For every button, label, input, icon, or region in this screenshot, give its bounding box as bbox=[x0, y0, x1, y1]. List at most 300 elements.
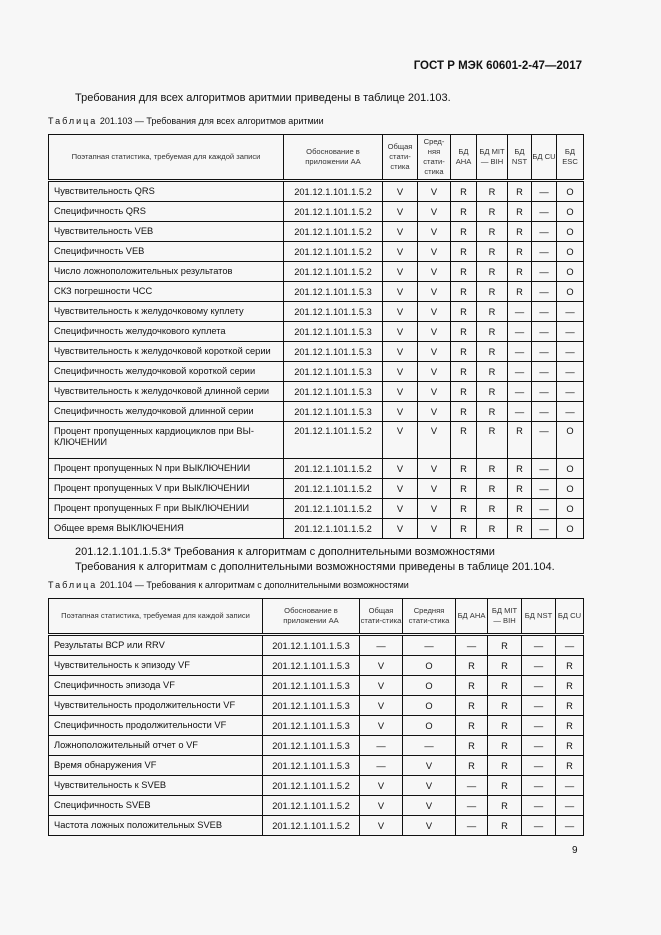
requirement-cell: — bbox=[532, 262, 557, 282]
requirement-cell: — bbox=[522, 716, 556, 736]
col-header-label: БД NST bbox=[511, 147, 528, 166]
requirement-cell: V bbox=[418, 342, 451, 362]
stat-cell: Чувствительность к желудочковому куплету bbox=[49, 302, 284, 322]
requirement-cell: R bbox=[477, 362, 508, 382]
requirement-cell: V bbox=[418, 362, 451, 382]
table-row bbox=[49, 479, 584, 499]
requirement-cell: — bbox=[403, 635, 456, 656]
stat-cell: Время обнаружения VF bbox=[49, 756, 263, 776]
reference-cell: 201.12.1.101.1.5.3 bbox=[263, 736, 360, 756]
reference-cell: 201.12.1.101.1.5.3 bbox=[263, 696, 360, 716]
requirement-cell: R bbox=[456, 656, 488, 676]
requirement-cell: R bbox=[477, 302, 508, 322]
reference-cell: 201.12.1.101.1.5.3 bbox=[284, 362, 383, 382]
requirement-cell: V bbox=[383, 402, 418, 422]
requirement-cell: R bbox=[451, 499, 477, 519]
reference-cell: 201.12.1.101.1.5.2 bbox=[263, 796, 360, 816]
requirement-cell: R bbox=[456, 716, 488, 736]
standard-title: ГОСТ Р МЭК 60601-2-47—2017 bbox=[413, 60, 582, 72]
requirement-cell: V bbox=[418, 322, 451, 342]
requirement-cell: V bbox=[383, 459, 418, 479]
col-header-nst bbox=[522, 599, 556, 635]
table-row bbox=[49, 302, 584, 322]
col-header-aha bbox=[451, 135, 477, 181]
table2-caption-word: Таблица bbox=[48, 580, 98, 590]
requirement-cell: V bbox=[383, 282, 418, 302]
requirement-cell: R bbox=[488, 696, 522, 716]
requirement-cell: V bbox=[383, 322, 418, 342]
requirement-cell: — bbox=[508, 302, 532, 322]
col-header-ref bbox=[284, 135, 383, 181]
requirement-cell: V bbox=[418, 181, 451, 202]
reference-cell: 201.12.1.101.1.5.2 bbox=[284, 422, 383, 459]
stat-cell: Чувствительность к SVEB bbox=[49, 776, 263, 796]
requirement-cell: O bbox=[557, 262, 584, 282]
requirement-cell: R bbox=[477, 459, 508, 479]
requirement-cell: R bbox=[477, 402, 508, 422]
table-row bbox=[49, 262, 584, 282]
requirement-cell: O bbox=[557, 519, 584, 539]
requirement-cell: O bbox=[557, 181, 584, 202]
requirement-cell: — bbox=[557, 342, 584, 362]
requirement-cell: O bbox=[403, 656, 456, 676]
requirement-cell: R bbox=[508, 479, 532, 499]
reference-cell: 201.12.1.101.1.5.2 bbox=[284, 222, 383, 242]
table-201-104 bbox=[48, 598, 584, 836]
requirement-cell: V bbox=[418, 499, 451, 519]
requirement-cell: — bbox=[532, 342, 557, 362]
stat-cell: Специфичность желудочковой длинной серии bbox=[49, 402, 284, 422]
requirement-cell: R bbox=[477, 181, 508, 202]
col-header-mitbih bbox=[488, 599, 522, 635]
requirement-cell: — bbox=[508, 362, 532, 382]
requirement-cell: V bbox=[403, 756, 456, 776]
reference-cell: 201.12.1.101.1.5.3 bbox=[284, 322, 383, 342]
requirement-cell: — bbox=[522, 756, 556, 776]
col-header-label: Обоснование в приложении АА bbox=[283, 606, 339, 625]
table-row bbox=[49, 676, 584, 696]
stat-cell: Специфичность VEB bbox=[49, 242, 284, 262]
intro-paragraph: Требования для всех алгоритмов аритмии приведены в таблице 201.103. bbox=[75, 92, 451, 104]
table-row bbox=[49, 362, 584, 382]
col-header-label: БД AHA bbox=[457, 611, 486, 620]
col-header-total bbox=[383, 135, 418, 181]
requirement-cell: — bbox=[360, 635, 403, 656]
reference-cell: 201.12.1.101.1.5.3 bbox=[263, 676, 360, 696]
table-row bbox=[49, 202, 584, 222]
col-header-label: Общая стати-стика bbox=[387, 142, 413, 171]
col-header-ref bbox=[263, 599, 360, 635]
reference-cell: 201.12.1.101.1.5.2 bbox=[284, 242, 383, 262]
table-row bbox=[49, 322, 584, 342]
table-row bbox=[49, 382, 584, 402]
requirement-cell: V bbox=[383, 302, 418, 322]
stat-cell: Чувствительность VEB bbox=[49, 222, 284, 242]
requirement-cell: R bbox=[451, 322, 477, 342]
reference-cell: 201.12.1.101.1.5.2 bbox=[263, 776, 360, 796]
requirement-cell: R bbox=[508, 459, 532, 479]
requirement-cell: — bbox=[456, 635, 488, 656]
stat-cell: Чувствительность продолжительности VF bbox=[49, 696, 263, 716]
requirement-cell: — bbox=[522, 635, 556, 656]
table-row bbox=[49, 776, 584, 796]
requirement-cell: R bbox=[451, 519, 477, 539]
requirement-cell: V bbox=[418, 222, 451, 242]
requirement-cell: V bbox=[403, 796, 456, 816]
requirement-cell: V bbox=[418, 242, 451, 262]
requirement-cell: R bbox=[488, 796, 522, 816]
reference-cell: 201.12.1.101.1.5.3 bbox=[284, 282, 383, 302]
requirement-cell: V bbox=[403, 816, 456, 836]
reference-cell: 201.12.1.101.1.5.3 bbox=[284, 342, 383, 362]
requirement-cell: V bbox=[418, 282, 451, 302]
col-header-mitbih bbox=[477, 135, 508, 181]
stat-cell: Специфичность желудочкового куплета bbox=[49, 322, 284, 342]
requirement-cell: R bbox=[508, 519, 532, 539]
requirement-cell: V bbox=[418, 519, 451, 539]
requirement-cell: V bbox=[360, 816, 403, 836]
table1-caption bbox=[48, 116, 324, 126]
stat-cell: Результаты ВСР или RRV bbox=[49, 635, 263, 656]
requirement-cell: R bbox=[477, 242, 508, 262]
stat-cell: Специфичность продолжительности VF bbox=[49, 716, 263, 736]
requirement-cell: — bbox=[508, 342, 532, 362]
requirement-cell: R bbox=[451, 382, 477, 402]
requirement-cell: — bbox=[532, 402, 557, 422]
requirement-cell: — bbox=[532, 181, 557, 202]
requirement-cell: R bbox=[451, 302, 477, 322]
col-header-aha bbox=[456, 599, 488, 635]
requirement-cell: V bbox=[418, 382, 451, 402]
requirement-cell: R bbox=[556, 676, 584, 696]
requirement-cell: R bbox=[477, 499, 508, 519]
col-header-esc bbox=[557, 135, 584, 181]
requirement-cell: R bbox=[451, 242, 477, 262]
col-header-label: БД AHA bbox=[455, 147, 472, 166]
reference-cell: 201.12.1.101.1.5.2 bbox=[263, 816, 360, 836]
requirement-cell: — bbox=[556, 776, 584, 796]
requirement-cell: — bbox=[522, 696, 556, 716]
requirement-cell: V bbox=[418, 422, 451, 459]
requirement-cell: — bbox=[532, 362, 557, 382]
col-header-label: БД NST bbox=[524, 611, 553, 620]
requirement-cell: — bbox=[403, 736, 456, 756]
requirement-cell: V bbox=[403, 776, 456, 796]
requirement-cell: — bbox=[556, 635, 584, 656]
stat-cell: Число ложноположительных результатов bbox=[49, 262, 284, 282]
requirement-cell: R bbox=[556, 716, 584, 736]
requirement-cell: — bbox=[532, 242, 557, 262]
requirement-cell: R bbox=[477, 422, 508, 459]
requirement-cell: V bbox=[418, 202, 451, 222]
table-row bbox=[49, 342, 584, 362]
table-row bbox=[49, 756, 584, 776]
table2-caption-text: 201.104 — Требования к алгоритмам с дополнительными возможностями bbox=[99, 580, 409, 590]
requirement-cell: V bbox=[360, 696, 403, 716]
stat-cell: Специфичность эпизода VF bbox=[49, 676, 263, 696]
requirement-cell: — bbox=[456, 776, 488, 796]
col-header-label: Поэтапная статистика, требуемая для каждой записи bbox=[71, 152, 261, 161]
col-header-label: Обоснование в приложении АА bbox=[305, 147, 361, 166]
requirement-cell: V bbox=[383, 499, 418, 519]
requirement-cell: R bbox=[556, 696, 584, 716]
col-header-label: БД MIT — BIH bbox=[491, 606, 518, 625]
requirement-cell: V bbox=[383, 222, 418, 242]
stat-cell: Частота ложных положительных SVEB bbox=[49, 816, 263, 836]
requirement-cell: R bbox=[508, 282, 532, 302]
col-header-stat bbox=[49, 135, 284, 181]
requirement-cell: V bbox=[360, 796, 403, 816]
reference-cell: 201.12.1.101.1.5.2 bbox=[284, 479, 383, 499]
requirement-cell: V bbox=[383, 242, 418, 262]
requirement-cell: V bbox=[418, 302, 451, 322]
requirement-cell: — bbox=[557, 402, 584, 422]
table2-caption bbox=[48, 580, 409, 590]
requirement-cell: R bbox=[508, 262, 532, 282]
reference-cell: 201.12.1.101.1.5.3 bbox=[263, 756, 360, 776]
requirement-cell: — bbox=[522, 816, 556, 836]
requirement-cell: R bbox=[488, 816, 522, 836]
requirement-cell: V bbox=[418, 262, 451, 282]
requirement-cell: — bbox=[360, 756, 403, 776]
requirement-cell: R bbox=[451, 262, 477, 282]
reference-cell: 201.12.1.101.1.5.2 bbox=[284, 262, 383, 282]
requirement-cell: R bbox=[488, 676, 522, 696]
requirement-cell: R bbox=[488, 656, 522, 676]
requirement-cell: R bbox=[451, 342, 477, 362]
col-header-label: Поэтапная статистика, требуемая для каждой записи bbox=[61, 611, 250, 620]
requirement-cell: R bbox=[508, 499, 532, 519]
col-header-nst bbox=[508, 135, 532, 181]
reference-cell: 201.12.1.101.1.5.3 bbox=[263, 635, 360, 656]
table-row bbox=[49, 656, 584, 676]
requirement-cell: R bbox=[451, 479, 477, 499]
reference-cell: 201.12.1.101.1.5.2 bbox=[284, 181, 383, 202]
col-header-total bbox=[360, 599, 403, 635]
col-header-cu bbox=[532, 135, 557, 181]
table-201-103 bbox=[48, 134, 584, 539]
requirement-cell: R bbox=[477, 322, 508, 342]
requirement-cell: R bbox=[451, 222, 477, 242]
table1-caption-word: Таблица bbox=[48, 116, 98, 126]
requirement-cell: — bbox=[532, 302, 557, 322]
requirement-cell: — bbox=[456, 796, 488, 816]
stat-cell: Процент пропущенных F при ВЫКЛЮЧЕНИИ bbox=[49, 499, 284, 519]
requirement-cell: O bbox=[403, 676, 456, 696]
requirement-cell: R bbox=[508, 422, 532, 459]
requirement-cell: R bbox=[451, 422, 477, 459]
col-header-label: Сред-няя стати-стика bbox=[423, 137, 445, 176]
requirement-cell: O bbox=[557, 202, 584, 222]
requirement-cell: O bbox=[557, 422, 584, 459]
requirement-cell: — bbox=[508, 402, 532, 422]
reference-cell: 201.12.1.101.1.5.3 bbox=[284, 402, 383, 422]
requirement-cell: — bbox=[532, 282, 557, 302]
requirement-cell: V bbox=[383, 202, 418, 222]
requirement-cell: — bbox=[532, 422, 557, 459]
stat-cell: Чувствительность к желудочковой длинной серии bbox=[49, 382, 284, 402]
requirement-cell: O bbox=[403, 716, 456, 736]
table-row bbox=[49, 402, 584, 422]
requirement-cell: — bbox=[360, 736, 403, 756]
requirement-cell: R bbox=[488, 776, 522, 796]
requirement-cell: V bbox=[383, 382, 418, 402]
reference-cell: 201.12.1.101.1.5.3 bbox=[284, 302, 383, 322]
stat-cell: Специфичность SVEB bbox=[49, 796, 263, 816]
table-row bbox=[49, 282, 584, 302]
col-header-label: БД CU bbox=[532, 152, 556, 161]
requirement-cell: R bbox=[556, 736, 584, 756]
requirement-cell: R bbox=[488, 635, 522, 656]
stat-cell: Специфичность QRS bbox=[49, 202, 284, 222]
requirement-cell: R bbox=[456, 696, 488, 716]
requirement-cell: — bbox=[556, 816, 584, 836]
requirement-cell: V bbox=[360, 676, 403, 696]
stat-cell: Процент пропущенных кардиоциклов при ВЫ-КЛЮЧЕНИИ bbox=[49, 422, 284, 459]
requirement-cell: O bbox=[557, 499, 584, 519]
col-header-cu bbox=[556, 599, 584, 635]
requirement-cell: R bbox=[477, 382, 508, 402]
requirement-cell: V bbox=[383, 181, 418, 202]
requirement-cell: R bbox=[556, 756, 584, 776]
requirement-cell: R bbox=[477, 342, 508, 362]
requirement-cell: R bbox=[477, 282, 508, 302]
requirement-cell: O bbox=[403, 696, 456, 716]
reference-cell: 201.12.1.101.1.5.2 bbox=[284, 499, 383, 519]
page-number: 9 bbox=[572, 845, 578, 856]
col-header-label: БД CU bbox=[557, 611, 582, 620]
requirement-cell: — bbox=[522, 676, 556, 696]
requirement-cell: R bbox=[477, 479, 508, 499]
requirement-cell: — bbox=[508, 322, 532, 342]
col-header-mean bbox=[403, 599, 456, 635]
table1-caption-text: 201.103 — Требования для всех алгоритмов аритмии bbox=[99, 116, 324, 126]
reference-cell: 201.12.1.101.1.5.2 bbox=[284, 459, 383, 479]
requirement-cell: R bbox=[477, 222, 508, 242]
requirement-cell: — bbox=[508, 382, 532, 402]
requirement-cell: — bbox=[456, 816, 488, 836]
requirement-cell: V bbox=[383, 479, 418, 499]
stat-cell: Процент пропущенных V при ВЫКЛЮЧЕНИИ bbox=[49, 479, 284, 499]
table-row bbox=[49, 796, 584, 816]
requirement-cell: O bbox=[557, 242, 584, 262]
stat-cell: СКЗ погрешности ЧСС bbox=[49, 282, 284, 302]
section-paragraph: Требования к алгоритмам с дополнительными возможностями приведены в таблице 201.104. bbox=[75, 561, 555, 573]
table-row bbox=[49, 499, 584, 519]
table-row bbox=[49, 422, 584, 459]
requirement-cell: R bbox=[508, 181, 532, 202]
requirement-cell: R bbox=[477, 519, 508, 539]
requirement-cell: V bbox=[383, 342, 418, 362]
table-row bbox=[49, 181, 584, 202]
requirement-cell: R bbox=[451, 282, 477, 302]
requirement-cell: R bbox=[451, 362, 477, 382]
requirement-cell: R bbox=[477, 202, 508, 222]
col-header-label: Средняя стати-стика bbox=[408, 606, 450, 625]
requirement-cell: R bbox=[508, 222, 532, 242]
requirement-cell: — bbox=[532, 222, 557, 242]
requirement-cell: V bbox=[418, 402, 451, 422]
requirement-cell: V bbox=[418, 459, 451, 479]
table-row bbox=[49, 222, 584, 242]
requirement-cell: V bbox=[383, 362, 418, 382]
stat-cell: Специфичность желудочковой короткой серии bbox=[49, 362, 284, 382]
requirement-cell: R bbox=[451, 181, 477, 202]
col-header-mean bbox=[418, 135, 451, 181]
table-row bbox=[49, 519, 584, 539]
requirement-cell: R bbox=[456, 676, 488, 696]
stat-cell: Процент пропущенных N при ВЫКЛЮЧЕНИИ bbox=[49, 459, 284, 479]
requirement-cell: V bbox=[360, 776, 403, 796]
reference-cell: 201.12.1.101.1.5.2 bbox=[284, 202, 383, 222]
requirement-cell: R bbox=[488, 736, 522, 756]
table-row bbox=[49, 635, 584, 656]
requirement-cell: O bbox=[557, 282, 584, 302]
requirement-cell: — bbox=[522, 776, 556, 796]
requirement-cell: — bbox=[532, 459, 557, 479]
stat-cell: Чувствительность QRS bbox=[49, 181, 284, 202]
requirement-cell: V bbox=[383, 519, 418, 539]
requirement-cell: V bbox=[418, 479, 451, 499]
requirement-cell: — bbox=[522, 656, 556, 676]
table-row bbox=[49, 816, 584, 836]
table-row bbox=[49, 716, 584, 736]
requirement-cell: R bbox=[456, 756, 488, 776]
requirement-cell: R bbox=[451, 459, 477, 479]
requirement-cell: V bbox=[360, 656, 403, 676]
requirement-cell: R bbox=[451, 402, 477, 422]
requirement-cell: R bbox=[488, 716, 522, 736]
reference-cell: 201.12.1.101.1.5.3 bbox=[284, 382, 383, 402]
requirement-cell: V bbox=[383, 422, 418, 459]
col-header-label: БД ESC bbox=[562, 147, 578, 166]
requirement-cell: R bbox=[456, 736, 488, 756]
requirement-cell: O bbox=[557, 222, 584, 242]
requirement-cell: — bbox=[522, 796, 556, 816]
col-header-label: Общая стати-стика bbox=[360, 606, 402, 625]
requirement-cell: V bbox=[360, 716, 403, 736]
stat-cell: Общее время ВЫКЛЮЧЕНИЯ bbox=[49, 519, 284, 539]
requirement-cell: — bbox=[557, 322, 584, 342]
requirement-cell: — bbox=[532, 202, 557, 222]
requirement-cell: — bbox=[557, 382, 584, 402]
requirement-cell: R bbox=[451, 202, 477, 222]
requirement-cell: R bbox=[556, 656, 584, 676]
requirement-cell: V bbox=[383, 262, 418, 282]
reference-cell: 201.12.1.101.1.5.2 bbox=[284, 519, 383, 539]
requirement-cell: — bbox=[557, 302, 584, 322]
requirement-cell: R bbox=[508, 242, 532, 262]
col-header-stat bbox=[49, 599, 263, 635]
requirement-cell: — bbox=[532, 382, 557, 402]
section-heading: 201.12.1.101.1.5.3* Требования к алгоритмам с дополнительными возможностями bbox=[75, 546, 495, 558]
requirement-cell: — bbox=[557, 362, 584, 382]
col-header-label: БД MIT — BIH bbox=[479, 147, 505, 166]
requirement-cell: — bbox=[532, 322, 557, 342]
requirement-cell: — bbox=[522, 736, 556, 756]
requirement-cell: R bbox=[488, 756, 522, 776]
requirement-cell: R bbox=[477, 262, 508, 282]
requirement-cell: — bbox=[532, 519, 557, 539]
reference-cell: 201.12.1.101.1.5.3 bbox=[263, 656, 360, 676]
requirement-cell: O bbox=[557, 479, 584, 499]
table-row bbox=[49, 696, 584, 716]
stat-cell: Чувствительность к эпизоду VF bbox=[49, 656, 263, 676]
requirement-cell: — bbox=[532, 499, 557, 519]
requirement-cell: R bbox=[508, 202, 532, 222]
requirement-cell: O bbox=[557, 459, 584, 479]
requirement-cell: — bbox=[532, 479, 557, 499]
